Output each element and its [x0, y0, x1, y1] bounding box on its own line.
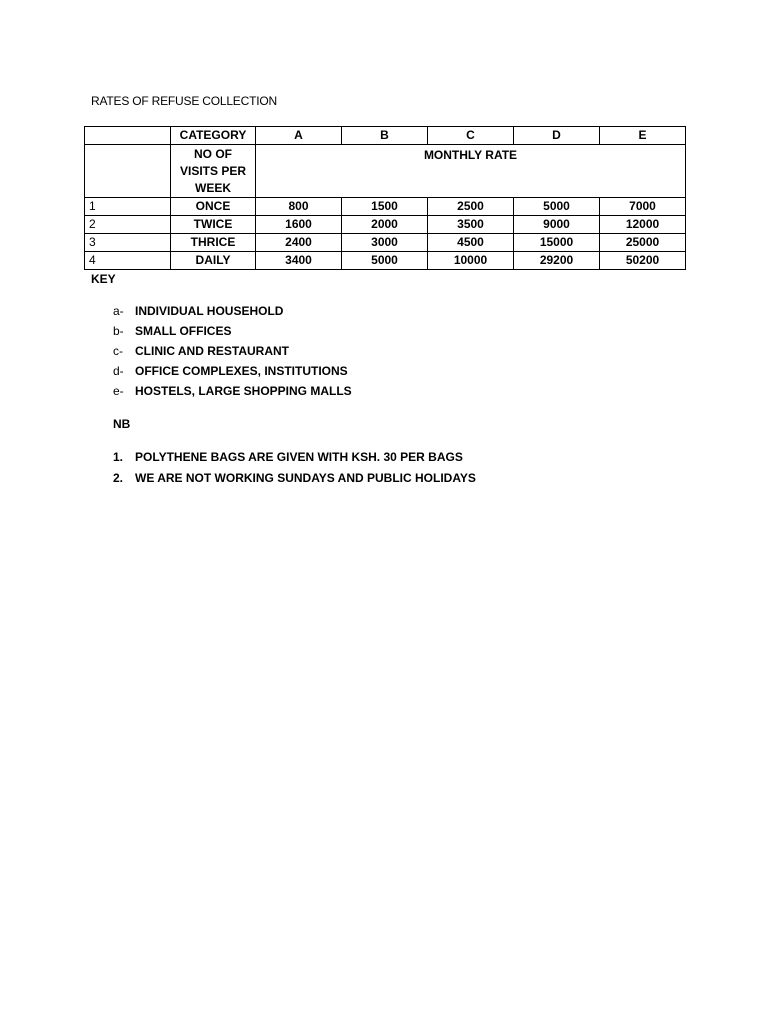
table-row: [85, 234, 686, 252]
rate-cell: 1500: [342, 198, 428, 216]
rate-cell: 800: [256, 198, 342, 216]
page-title: RATES OF REFUSE COLLECTION: [91, 94, 277, 108]
rate-cell: 9000: [514, 216, 600, 234]
rate-cell: 3500: [428, 216, 514, 234]
list-marker: d-: [113, 364, 124, 378]
empty-subheader-cell: [85, 145, 171, 198]
list-marker: 1.: [113, 450, 124, 464]
note-text: POLYTHENE BAGS ARE GIVEN WITH KSH. 30 PER BAGS: [135, 450, 463, 464]
visits-cell: DAILY: [171, 252, 256, 270]
notes-heading: NB: [113, 417, 131, 431]
rate-cell: 29200: [514, 252, 600, 270]
rate-cell: 15000: [514, 234, 600, 252]
list-marker: 2.: [113, 471, 124, 485]
column-header-d: D: [514, 127, 600, 145]
column-header-a: A: [256, 127, 342, 145]
column-header-b: B: [342, 127, 428, 145]
list-item: [113, 383, 352, 403]
rate-cell: 12000: [600, 216, 686, 234]
list-item: [113, 470, 476, 491]
row-number: 1: [85, 198, 171, 216]
empty-corner-cell: [85, 127, 171, 145]
list-marker: e-: [113, 384, 124, 398]
list-item: [113, 323, 352, 343]
category-header: CATEGORY: [171, 127, 256, 145]
list-marker: c-: [113, 344, 123, 358]
key-item-text: INDIVIDUAL HOUSEHOLD: [135, 304, 284, 318]
table-row: [85, 198, 686, 216]
rate-cell: 1600: [256, 216, 342, 234]
column-header-c: C: [428, 127, 514, 145]
list-item: [113, 363, 352, 383]
key-item-text: OFFICE COMPLEXES, INSTITUTIONS: [135, 364, 348, 378]
table-row: [85, 252, 686, 270]
rate-cell: 4500: [428, 234, 514, 252]
rate-cell: 2000: [342, 216, 428, 234]
visits-cell: THRICE: [171, 234, 256, 252]
rate-cell: 5000: [514, 198, 600, 216]
rate-cell: 3400: [256, 252, 342, 270]
rate-cell: 2500: [428, 198, 514, 216]
list-marker: b-: [113, 324, 124, 338]
rate-cell: 25000: [600, 234, 686, 252]
key-item-text: HOSTELS, LARGE SHOPPING MALLS: [135, 384, 352, 398]
list-marker: a-: [113, 304, 124, 318]
row-number: 4: [85, 252, 171, 270]
rate-cell: 5000: [342, 252, 428, 270]
key-item-text: CLINIC AND RESTAURANT: [135, 344, 289, 358]
notes-list: [113, 449, 476, 491]
rate-cell: 2400: [256, 234, 342, 252]
note-text: WE ARE NOT WORKING SUNDAYS AND PUBLIC HOLIDAYS: [135, 471, 476, 485]
rate-cell: 3000: [342, 234, 428, 252]
visits-cell: TWICE: [171, 216, 256, 234]
list-item: [113, 343, 352, 363]
row-number: 3: [85, 234, 171, 252]
rate-cell: 50200: [600, 252, 686, 270]
key-heading: KEY: [91, 272, 116, 286]
rates-table: [84, 126, 686, 270]
key-list: [113, 303, 352, 403]
list-item: [113, 303, 352, 323]
row-number: 2: [85, 216, 171, 234]
table-subheader-row: [85, 145, 686, 198]
table-row: [85, 216, 686, 234]
key-item-text: SMALL OFFICES: [135, 324, 232, 338]
list-item: [113, 449, 476, 470]
visits-cell: ONCE: [171, 198, 256, 216]
column-header-e: E: [600, 127, 686, 145]
table-header-row: [85, 127, 686, 145]
rate-cell: 7000: [600, 198, 686, 216]
monthly-rate-header: MONTHLY RATE: [256, 145, 686, 198]
rate-cell: 10000: [428, 252, 514, 270]
visits-per-week-header: NO OF VISITS PER WEEK: [171, 145, 256, 198]
